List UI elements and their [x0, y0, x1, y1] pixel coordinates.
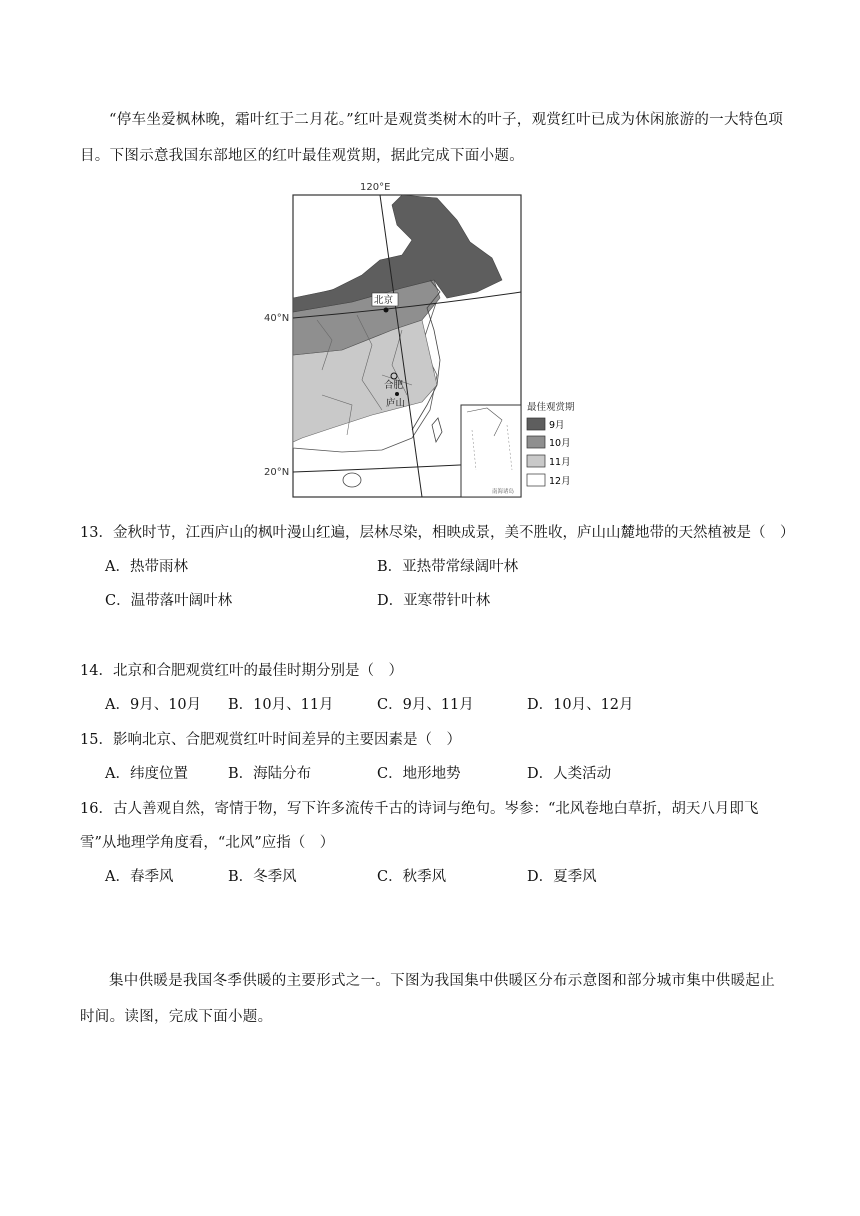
city-hefei-label: 合肥 — [384, 380, 404, 391]
inset-map-frame — [461, 405, 521, 497]
beijing-marker — [384, 308, 389, 313]
q16-option-a[interactable]: A．春季风 — [105, 869, 174, 885]
label-40n: 40°N — [264, 313, 290, 324]
inset-label: 南海诸岛 — [492, 489, 515, 495]
q14-option-d[interactable]: D．10月、12月 — [527, 697, 634, 713]
q15-option-a[interactable]: A．纬度位置 — [105, 766, 188, 782]
label-20n: 20°N — [264, 467, 290, 478]
legend-label-dec: 12月 — [549, 476, 571, 487]
question-16-stem: 16．古人善观自然，寄情于物，写下许多流传千古的诗词与绝句。岑参：“北风卷地白草折，胡天八月即飞雪”从地理学角度看，“北风”应指（ ） — [80, 801, 759, 851]
intro-paragraph-2 — [80, 963, 785, 1035]
legend-swatch-sep — [527, 418, 545, 430]
question-13-options-row2 — [105, 584, 790, 618]
intro-text-1: “停车坐爱枫林晚，霜叶红于二月花。”红叶是观赏类树木的叶子，观赏红叶已成为休闲旅游的一大特色项目。下图示意我国东部地区的红叶最佳观赏期，据此完成下面小题。 — [80, 112, 784, 164]
lushan-marker — [395, 392, 399, 396]
intro-text-2: 集中供暖是我国冬季供暖的主要形式之一。下图为我国集中供暖区分布示意图和部分城市集中供暖起止时间。读图，完成下面小题。 — [80, 973, 775, 1025]
legend-title: 最佳观赏期 — [527, 402, 575, 413]
q13-option-b[interactable]: B．亚热带常绿阔叶林 — [377, 559, 519, 575]
q15-option-d[interactable]: D．人类活动 — [527, 766, 612, 782]
label-120e: 120°E — [360, 182, 391, 193]
question-13-stem: 13．金秋时节，江西庐山的枫叶漫山红遍，层林尽染，相映成景，美不胜收，庐山山麓地带的天然植被是（ ） — [80, 525, 795, 541]
q16-option-c[interactable]: C．秋季风 — [377, 869, 447, 885]
question-16 — [80, 792, 790, 894]
question-13-options-row1 — [105, 550, 790, 584]
question-14 — [80, 654, 790, 722]
q14-option-a[interactable]: A．9月、10月 — [105, 697, 202, 713]
question-15-options — [105, 757, 790, 791]
red-leaf-map — [262, 180, 586, 500]
q13-option-a[interactable]: A．热带雨林 — [105, 559, 188, 575]
question-15 — [80, 723, 790, 791]
city-beijing-label: 北京 — [374, 295, 394, 306]
q15-option-c[interactable]: C．地形地势 — [377, 766, 461, 782]
red-leaf-map-figure — [262, 180, 586, 500]
question-14-stem: 14．北京和合肥观赏红叶的最佳时期分别是（ ） — [80, 663, 403, 679]
question-13 — [80, 516, 795, 618]
q14-option-c[interactable]: C．9月、11月 — [377, 697, 474, 713]
q13-option-d[interactable]: D．亚寒带针叶林 — [377, 593, 491, 609]
question-16-options — [105, 860, 790, 894]
q16-option-d[interactable]: D．夏季风 — [527, 869, 597, 885]
question-15-stem: 15．影响北京、合肥观赏红叶时间差异的主要因素是（ ） — [80, 732, 461, 748]
q16-option-b[interactable]: B．冬季风 — [228, 869, 297, 885]
legend-label-sep: 9月 — [549, 420, 565, 431]
q15-option-b[interactable]: B．海陆分布 — [228, 766, 312, 782]
legend-label-nov: 11月 — [549, 457, 571, 468]
legend-swatch-oct — [527, 436, 545, 448]
hainan-island — [343, 473, 361, 487]
question-14-options — [105, 688, 790, 722]
legend-swatch-dec — [527, 474, 545, 486]
q14-option-b[interactable]: B．10月、11月 — [228, 697, 334, 713]
intro-paragraph-1 — [80, 102, 785, 174]
place-lushan-label: 庐山 — [386, 398, 406, 409]
q13-option-c[interactable]: C．温带落叶阔叶林 — [105, 593, 233, 609]
legend-swatch-nov — [527, 455, 545, 467]
legend-label-oct: 10月 — [549, 438, 571, 449]
